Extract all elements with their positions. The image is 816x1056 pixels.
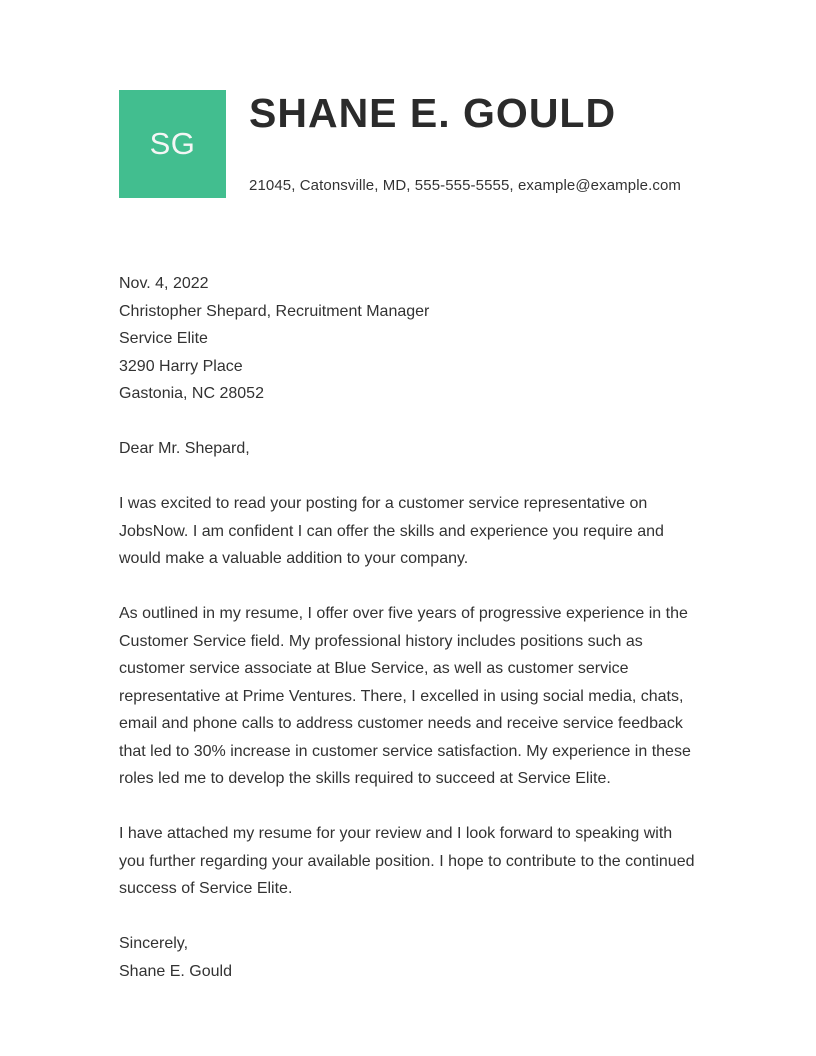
letter-paragraph: I have attached my resume for your review and I look forward to speaking with you further regarding your available position. I hope to contribute to the continued success of Service Elite.	[119, 825, 695, 897]
recipient-line: Service Elite	[119, 330, 208, 347]
recipient-line: Christopher Shepard, Recruitment Manager	[119, 302, 430, 320]
letter-body	[119, 270, 699, 985]
letter-paragraph: As outlined in my resume, I offer over five years of progressive experience in the Customer Service field. My professional history includes positions such as customer service associate at Blue Service, as well as customer service representative at Prime Ventures. There, I excelled in using social media, chats, email and phone calls to address customer needs and receive service feedback that led to 30% increase in customer service satisfaction. My experience in these roles led me to develop the skills required to succeed at Service Elite.	[119, 605, 691, 787]
identity-block	[249, 90, 681, 198]
recipient-line: 3290 Harry Place	[119, 357, 243, 375]
closing-block	[119, 930, 699, 985]
letter-date: Nov. 4, 2022	[119, 275, 209, 292]
signature: Shane E. Gould	[119, 962, 232, 980]
letterhead	[119, 90, 816, 198]
monogram-text: SG	[149, 126, 196, 161]
letter-paragraph: I was excited to read your posting for a customer service representative on JobsNow. I am confident I can offer the skills and experience you require and would make a valuable addition to your company.	[119, 495, 664, 567]
applicant-name: SHANE E. GOULD	[249, 90, 617, 136]
closing: Sincerely,	[119, 935, 189, 952]
monogram-badge	[119, 90, 226, 198]
salutation: Dear Mr. Shepard,	[119, 440, 250, 457]
recipient-line: Gastonia, NC 28052	[119, 385, 264, 402]
address-block	[119, 270, 699, 408]
contact-info: 21045, Catonsville, MD, 555-555-5555, example@example.com	[249, 177, 681, 194]
